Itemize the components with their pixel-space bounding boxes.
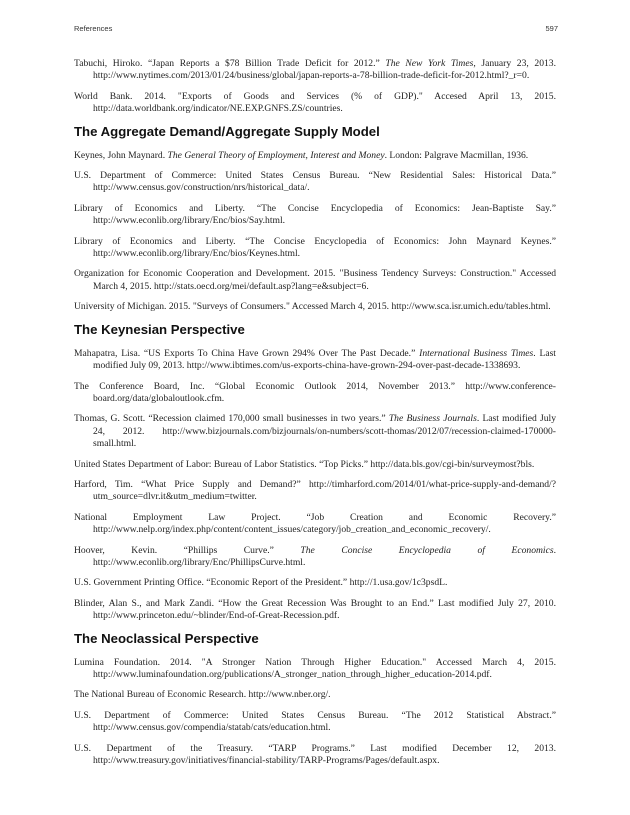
reference-text: United States Department of Labor: Bureau of Labor Statistics. “Top Picks.” http://data.bls.gov/cgi-bin/surveymost?bls. [74,458,535,470]
section-heading: The Aggregate Demand/Aggregate Supply Model [74,123,380,139]
reference-text: . Last modified July 24, 2012. http://www.bizjournals.com/bizjournals/on-numbers/scott-thomas/2012/07/recession-claimed-170000-small.html. [93,413,557,450]
reference-entry [74,577,556,589]
reference-entry [74,150,556,162]
reference-text: . Last modified July 09, 2013. http://www.ibtimes.com/us-exports-china-have-grown-294-over-past-decade-1338693. [93,347,556,372]
reference-entry [74,413,556,450]
reference-text: Library of Economics and Liberty. “The Concise Encyclopedia of Economics: Jean-Baptiste Say.” http://www.econlib.org/library/Enc/bios/Say.html. [74,202,556,227]
reference-text: National Employment Law Project. “Job Creation and Economic Recovery.” http://www.nelp.org/index.php/content/content_issues/category/job_creation_and_economic_recovery/. [74,511,556,536]
reference-text: U.S. Department of Commerce: United States Census Bureau. “The 2012 Statistical Abstract.” http://www.census.gov/compendia/statab/cats/education.html. [74,709,556,734]
reference-entry [74,598,556,623]
reference-text: Blinder, Alan S., and Mark Zandi. “How the Great Recession Was Brought to an End.” Last modified July 27, 2010. http://www.princeton.edu/~blinder/End-of-Great-Recession.pdf. [74,597,556,622]
running-header-title: References [74,24,113,33]
reference-entry [74,657,556,682]
reference-entry [74,58,556,83]
reference-source-title: The New York Times [385,58,474,69]
reference-text: U.S. Department of Commerce: United States Census Bureau. “New Residential Sales: Historical Data.” http://www.census.gov/construction/nrs/historical_data/. [74,170,556,194]
reference-text: Keynes, John Maynard. [74,149,168,161]
reference-text: Hoover, Kevin. “Phillips Curve.” [74,544,301,556]
reference-entry [74,743,556,768]
reference-entry [74,203,556,228]
reference-entry [74,689,556,701]
reference-text: Library of Economics and Liberty. “The Concise Encyclopedia of Economics: John Maynard Keynes.” http://www.econlib.org/library/Enc/bios/Keynes.html. [74,235,556,260]
reference-entry [74,381,556,406]
reference-entry [74,545,556,570]
section-heading: The Neoclassical Perspective [74,630,259,646]
reference-entry [74,479,556,504]
reference-entry [74,170,556,195]
reference-text: University of Michigan. 2015. "Surveys of Consumers." Accessed March 4, 2015. http://www.sca.isr.umich.edu/tables.html. [74,301,551,313]
reference-text: U.S. Department of the Treasury. “TARP Programs.” Last modified December 12, 2013. http://www.treasury.gov/initiatives/financial-stability/TARP-Programs/Pages/default.aspx. [74,742,556,767]
reference-text: U.S. Government Printing Office. “Economic Report of the President.” http://1.usa.gov/1c3psdL. [74,577,448,589]
reference-entry [74,268,556,293]
reference-text: Mahapatra, Lisa. “US Exports To China Have Grown 294% Over The Past Decade.” [74,347,420,359]
reference-source-title: The Concise Encyclopedia of Economics [300,544,554,556]
reference-text: Harford, Tim. “What Price Supply and Demand?” http://timharford.com/2014/01/what-price-supply-and-demand/?utm_source=dlvr.it&utm_medium=twitter. [74,478,556,503]
reference-entry [74,710,556,735]
reference-entry [74,236,556,261]
reference-entry [74,348,556,373]
reference-entry [74,91,556,116]
reference-list [74,58,556,775]
reference-source-title: The Business Journals [388,413,477,425]
reference-text: The National Bureau of Economic Research. http://www.nber.org/. [74,689,331,701]
reference-entry [74,459,556,471]
reference-text: , January 23, 2013. http://www.nytimes.com/2013/01/24/business/global/japan-reports-a-78-billion-trade-deficit-for-2012.html?_r=0. [93,58,556,82]
reference-entry [74,512,556,537]
reference-text: World Bank. 2014. "Exports of Goods and Services (% of GDP)." Accesed April 13, 2015. http://data.worldbank.org/indicator/NE.EXP.GNFS.ZS/countries. [74,90,556,115]
reference-entry [74,301,556,313]
reference-text: Organization for Economic Cooperation and Development. 2015. "Business Tendency Surveys: Construction." Accessed March 4, 2015. http://stats.oecd.org/mei/default.asp?lang=e&subject=6. [74,268,556,292]
running-header [74,24,558,33]
reference-source-title: The General Theory of Employment, Interest and Money [167,149,385,161]
reference-text: Tabuchi, Hiroko. “Japan Reports a $78 Billion Trade Deficit for 2012.” [74,58,386,69]
section-heading: The Keynesian Perspective [74,321,245,337]
reference-text: Lumina Foundation. 2014. "A Stronger Nation Through Higher Education." Accessed March 4, 2015. http://www.luminafoundation.org/publications/A_stronger_nation_through_higher_education-2014.pdf. [74,656,556,680]
reference-text: . http://www.econlib.org/library/Enc/PhillipsCurve.html. [93,544,556,568]
reference-text: Thomas, G. Scott. “Recession claimed 170,000 small businesses in two years.” [74,413,389,425]
reference-text: The Conference Board, Inc. “Global Economic Outlook 2014, November 2013.” http://www.conference-board.org/data/globaloutlook.cfm. [74,380,556,404]
reference-source-title: International Business Times [419,347,534,359]
page-number: 597 [545,24,558,33]
reference-text: . London: Palgrave Macmillan, 1936. [384,149,529,161]
